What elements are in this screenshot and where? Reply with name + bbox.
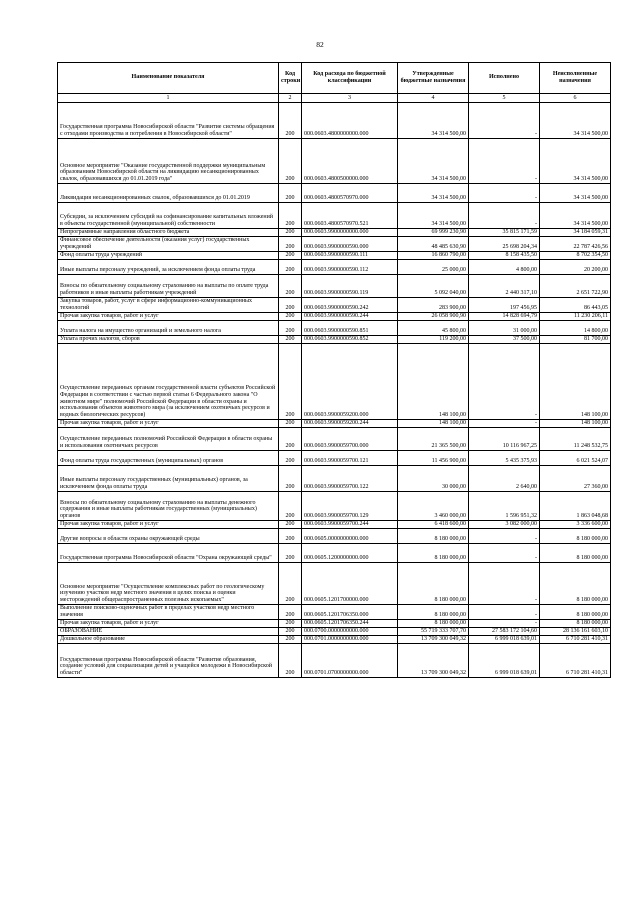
table-row (58, 184, 611, 203)
cell-name: Дошкольное образование (58, 636, 279, 644)
cell-code: 000.0603.9900000590.242 (302, 298, 398, 313)
cell-name: Государственная программа Новосибирской области "Охрана окружающей среды" (58, 544, 279, 563)
cell-name: Иные выплаты персоналу учреждений, за исключением фонда оплаты труда (58, 260, 279, 275)
cell-approved: 34 314 500,00 (398, 139, 469, 184)
cell-unexecuted: 2 651 722,90 (540, 275, 611, 298)
cell-unexecuted: 8 180 000,00 (540, 563, 611, 605)
cell-unexecuted: 34 314 500,00 (540, 184, 611, 203)
cell-name: Государственная программа Новосибирской области "Развитие системы обращения с отходами производства и потребления в Новосибирской области" (58, 103, 279, 139)
cell-line: 200 (279, 605, 302, 620)
table-row (58, 620, 611, 628)
table-row (58, 260, 611, 275)
cell-line: 200 (279, 529, 302, 544)
cell-line: 200 (279, 313, 302, 321)
cell-executed: - (469, 563, 540, 605)
cell-code: 000.0603.9900059700.000 (302, 428, 398, 451)
cell-line: 200 (279, 521, 302, 529)
cell-executed: - (469, 605, 540, 620)
table-row (58, 237, 611, 252)
cell-code: 000.0603.9900059700.244 (302, 521, 398, 529)
cell-code: 000.0603.9900000590.119 (302, 275, 398, 298)
cell-approved: 13 709 300 049,32 (398, 644, 469, 678)
cell-approved: 45 800,00 (398, 321, 469, 336)
cell-name: Уплата прочих налогов, сборов (58, 336, 279, 344)
cell-line: 200 (279, 420, 302, 428)
cell-approved: 8 180 000,00 (398, 620, 469, 628)
cell-executed: - (469, 344, 540, 420)
column-number: 1 (58, 94, 279, 103)
cell-code: 000.0605.1201706350.000 (302, 605, 398, 620)
column-number: 2 (279, 94, 302, 103)
cell-name: Осуществление переданных полномочий Российской Федерации в области охраны и использования охотничьих ресурсов (58, 428, 279, 451)
cell-line: 200 (279, 492, 302, 521)
cell-approved: 5 092 040,00 (398, 275, 469, 298)
cell-unexecuted: 8 180 000,00 (540, 529, 611, 544)
cell-line: 200 (279, 466, 302, 492)
cell-approved: 148 100,00 (398, 344, 469, 420)
cell-approved: 3 460 000,00 (398, 492, 469, 521)
cell-unexecuted: 8 180 000,00 (540, 544, 611, 563)
budget-execution-table (57, 62, 611, 678)
table-row (58, 636, 611, 644)
table-row (58, 466, 611, 492)
cell-name: Субсидии, за исключением субсидий на софинансирование капитальных вложений в объекты государственной (муниципальной) собственности (58, 203, 279, 229)
cell-approved: 34 314 500,00 (398, 203, 469, 229)
cell-unexecuted: 3 336 600,00 (540, 521, 611, 529)
cell-unexecuted: 34 314 500,00 (540, 103, 611, 139)
cell-line: 200 (279, 636, 302, 644)
table-row (58, 321, 611, 336)
cell-approved: 8 180 000,00 (398, 544, 469, 563)
cell-approved: 8 180 000,00 (398, 529, 469, 544)
cell-code: 000.0605.1201700000.000 (302, 563, 398, 605)
cell-executed: 6 999 018 639,01 (469, 636, 540, 644)
cell-name: Уплата налога на имущество организаций и земельного налога (58, 321, 279, 336)
table-row (58, 544, 611, 563)
cell-code: 000.0603.4800570970.000 (302, 184, 398, 203)
cell-unexecuted: 20 200,00 (540, 260, 611, 275)
cell-unexecuted: 6 710 281 410,31 (540, 644, 611, 678)
cell-name: Иные выплаты персоналу государственных (муниципальных) органов, за исключением фонда оплаты труда (58, 466, 279, 492)
cell-name: Закупка товаров, работ, услуг в сфере информационно-коммуникационных технологий (58, 298, 279, 313)
cell-unexecuted: 1 863 048,68 (540, 492, 611, 521)
cell-name: Фонд оплаты труда учреждений (58, 252, 279, 260)
table-row (58, 644, 611, 678)
cell-name: Взносы по обязательному социальному страхованию на выплаты денежного содержания и иные выплаты работникам государственных (муниципальных) органов (58, 492, 279, 521)
cell-line: 200 (279, 203, 302, 229)
cell-executed: - (469, 203, 540, 229)
cell-approved: 34 314 500,00 (398, 103, 469, 139)
header-approved: Утвержденные бюджетные назначения (398, 63, 469, 94)
cell-executed: 197 456,95 (469, 298, 540, 313)
cell-executed: 31 000,00 (469, 321, 540, 336)
cell-executed: 4 800,00 (469, 260, 540, 275)
cell-unexecuted: 6 710 281 410,31 (540, 636, 611, 644)
cell-approved: 148 100,00 (398, 420, 469, 428)
cell-unexecuted: 34 314 500,00 (540, 139, 611, 184)
cell-approved: 119 200,00 (398, 336, 469, 344)
column-number: 5 (469, 94, 540, 103)
cell-unexecuted: 34 314 500,00 (540, 203, 611, 229)
header-executed: Исполнено (469, 63, 540, 94)
cell-unexecuted: 8 180 000,00 (540, 605, 611, 620)
table-row (58, 420, 611, 428)
table-row (58, 103, 611, 139)
table-row (58, 229, 611, 237)
cell-line: 200 (279, 344, 302, 420)
cell-approved: 69 999 230,90 (398, 229, 469, 237)
cell-line: 200 (279, 451, 302, 466)
cell-name: Непрограммные направления областного бюджета (58, 229, 279, 237)
cell-code: 000.0603.9900059200.000 (302, 344, 398, 420)
cell-executed: - (469, 184, 540, 203)
table-row (58, 275, 611, 298)
cell-name: Основное мероприятие "Оказание государственной поддержки муниципальным образованиям Новосибирской области на ликвидацию несанкционированных свалок, образовавшихся до 01.01.2019 года" (58, 139, 279, 184)
cell-code: 000.0603.4800000000.000 (302, 103, 398, 139)
cell-line: 200 (279, 298, 302, 313)
cell-unexecuted: 8 702 354,50 (540, 252, 611, 260)
table-row (58, 313, 611, 321)
column-number-row (58, 94, 611, 103)
cell-name: Прочая закупка товаров, работ и услуг (58, 521, 279, 529)
table-row (58, 139, 611, 184)
cell-line: 200 (279, 229, 302, 237)
cell-code: 000.0603.9900000000.000 (302, 229, 398, 237)
table-row (58, 298, 611, 313)
header-unexecuted: Неисполненные назначения (540, 63, 611, 94)
cell-name: Прочая закупка товаров, работ и услуг (58, 313, 279, 321)
cell-name: Фонд оплаты труда государственных (муниципальных) органов (58, 451, 279, 466)
table-row (58, 521, 611, 529)
cell-unexecuted: 148 100,00 (540, 420, 611, 428)
cell-line: 200 (279, 139, 302, 184)
cell-approved: 34 314 500,00 (398, 184, 469, 203)
cell-line: 200 (279, 563, 302, 605)
cell-line: 200 (279, 628, 302, 636)
cell-code: 000.0605.0000000000.000 (302, 529, 398, 544)
column-number: 4 (398, 94, 469, 103)
cell-executed: 14 828 694,79 (469, 313, 540, 321)
cell-approved: 25 000,00 (398, 260, 469, 275)
table-row (58, 203, 611, 229)
cell-line: 200 (279, 252, 302, 260)
cell-code: 000.0603.9900059700.122 (302, 466, 398, 492)
cell-name: Выполнение поисково-оценочных работ в пределах участков недр местного значения (58, 605, 279, 620)
cell-code: 000.0603.9900000590.000 (302, 237, 398, 252)
table-body (58, 103, 611, 678)
cell-code: 000.0603.9900000590.111 (302, 252, 398, 260)
cell-approved: 21 365 500,00 (398, 428, 469, 451)
cell-line: 200 (279, 184, 302, 203)
cell-executed: 6 999 018 639,01 (469, 644, 540, 678)
table-row (58, 529, 611, 544)
cell-approved: 26 058 900,90 (398, 313, 469, 321)
column-number: 6 (540, 94, 611, 103)
cell-name: Основное мероприятие "Осуществление комплексных работ по геологическому изучению участков недр местного значения в целях поиска и оценки месторождений общераспространенных полезных ископаемых" (58, 563, 279, 605)
cell-unexecuted: 86 443,05 (540, 298, 611, 313)
cell-unexecuted: 6 021 524,07 (540, 451, 611, 466)
cell-unexecuted: 27 360,00 (540, 466, 611, 492)
cell-name: Прочая закупка товаров, работ и услуг (58, 620, 279, 628)
cell-executed: - (469, 529, 540, 544)
cell-code: 000.0603.4800500000.000 (302, 139, 398, 184)
cell-executed: 2 640,00 (469, 466, 540, 492)
cell-executed: 3 082 000,00 (469, 521, 540, 529)
cell-line: 200 (279, 103, 302, 139)
cell-code: 000.0603.9900059700.121 (302, 451, 398, 466)
cell-line: 200 (279, 644, 302, 678)
cell-executed: 8 158 435,50 (469, 252, 540, 260)
cell-code: 000.0605.1200000000.000 (302, 544, 398, 563)
cell-approved: 16 860 790,00 (398, 252, 469, 260)
header-name: Наименование показателя (58, 63, 279, 94)
cell-line: 200 (279, 336, 302, 344)
table-row (58, 451, 611, 466)
header-line-code: Код строки (279, 63, 302, 94)
table-row (58, 605, 611, 620)
cell-unexecuted: 148 100,00 (540, 344, 611, 420)
cell-code: 000.0700.0000000000.000 (302, 628, 398, 636)
column-number: 3 (302, 94, 398, 103)
cell-name: Финансовое обеспечение деятельности (оказания услуг) государственных учреждений (58, 237, 279, 252)
cell-unexecuted: 8 180 000,00 (540, 620, 611, 628)
cell-code: 000.0603.9900059700.129 (302, 492, 398, 521)
cell-approved: 30 000,00 (398, 466, 469, 492)
cell-code: 000.0603.9900059200.244 (302, 420, 398, 428)
cell-executed: 2 440 317,10 (469, 275, 540, 298)
cell-executed: 37 500,00 (469, 336, 540, 344)
cell-line: 200 (279, 260, 302, 275)
cell-approved: 55 719 333 707,70 (398, 628, 469, 636)
cell-code: 000.0603.9900000590.244 (302, 313, 398, 321)
cell-approved: 8 180 000,00 (398, 563, 469, 605)
cell-name: Государственная программа Новосибирской области "Развитие образования, создание условий для социализации детей и учащейся молодежи в Новосибирской области" (58, 644, 279, 678)
table-row (58, 336, 611, 344)
header-budget-code: Код расхода по бюджетной классификации (302, 63, 398, 94)
cell-unexecuted: 34 184 059,31 (540, 229, 611, 237)
cell-name: Другие вопросы в области охраны окружающей среды (58, 529, 279, 544)
table-row (58, 428, 611, 451)
cell-approved: 48 485 630,90 (398, 237, 469, 252)
cell-line: 200 (279, 544, 302, 563)
cell-line: 200 (279, 275, 302, 298)
cell-name: ОБРАЗОВАНИЕ (58, 628, 279, 636)
cell-name: Осуществление переданных органам государственной власти субъектов Российской Федерации в соответствии с частью первой статьи 6 Федерального закона "О животном мире" полномочий Российской Федерации в области охраны и использования объектов животного мира (за исключением охотничьих ресурсов и водных биологических ресурсов) (58, 344, 279, 420)
cell-approved: 283 900,00 (398, 298, 469, 313)
cell-code: 000.0603.9900000590.852 (302, 336, 398, 344)
table-row (58, 492, 611, 521)
table-row (58, 563, 611, 605)
cell-name: Ликвидация несанкционированных свалок, образовавшихся до 01.01.2019 (58, 184, 279, 203)
cell-unexecuted: 81 700,00 (540, 336, 611, 344)
cell-name: Взносы по обязательному социальному страхованию на выплаты по оплате труда работников и иные выплаты работникам учреждений (58, 275, 279, 298)
cell-line: 200 (279, 428, 302, 451)
cell-executed: - (469, 620, 540, 628)
table-row (58, 252, 611, 260)
cell-executed: - (469, 139, 540, 184)
cell-code: 000.0603.9900000590.851 (302, 321, 398, 336)
cell-unexecuted: 22 787 426,56 (540, 237, 611, 252)
cell-name: Прочая закупка товаров, работ и услуг (58, 420, 279, 428)
cell-line: 200 (279, 237, 302, 252)
cell-approved: 11 456 900,00 (398, 451, 469, 466)
cell-approved: 8 180 000,00 (398, 605, 469, 620)
cell-executed: 5 435 375,93 (469, 451, 540, 466)
cell-unexecuted: 11 230 206,11 (540, 313, 611, 321)
cell-executed: - (469, 420, 540, 428)
cell-executed: 1 596 951,32 (469, 492, 540, 521)
cell-unexecuted: 14 800,00 (540, 321, 611, 336)
cell-executed: - (469, 103, 540, 139)
cell-unexecuted: 28 136 161 603,10 (540, 628, 611, 636)
cell-executed: 25 698 204,34 (469, 237, 540, 252)
cell-unexecuted: 11 248 532,75 (540, 428, 611, 451)
cell-approved: 6 418 600,00 (398, 521, 469, 529)
table-row (58, 344, 611, 420)
table-row (58, 628, 611, 636)
cell-code: 000.0701.0700000000.000 (302, 644, 398, 678)
cell-code: 000.0701.0000000000.000 (302, 636, 398, 644)
cell-executed: 35 815 171,59 (469, 229, 540, 237)
cell-line: 200 (279, 620, 302, 628)
cell-executed: 27 583 172 104,60 (469, 628, 540, 636)
page-number: 82 (316, 40, 324, 49)
cell-line: 200 (279, 321, 302, 336)
cell-approved: 13 709 300 049,32 (398, 636, 469, 644)
table-header-row (58, 63, 611, 94)
cell-code: 000.0603.4800570970.521 (302, 203, 398, 229)
cell-executed: - (469, 544, 540, 563)
cell-code: 000.0605.1201706350.244 (302, 620, 398, 628)
cell-executed: 10 116 967,25 (469, 428, 540, 451)
cell-code: 000.0603.9900000590.112 (302, 260, 398, 275)
